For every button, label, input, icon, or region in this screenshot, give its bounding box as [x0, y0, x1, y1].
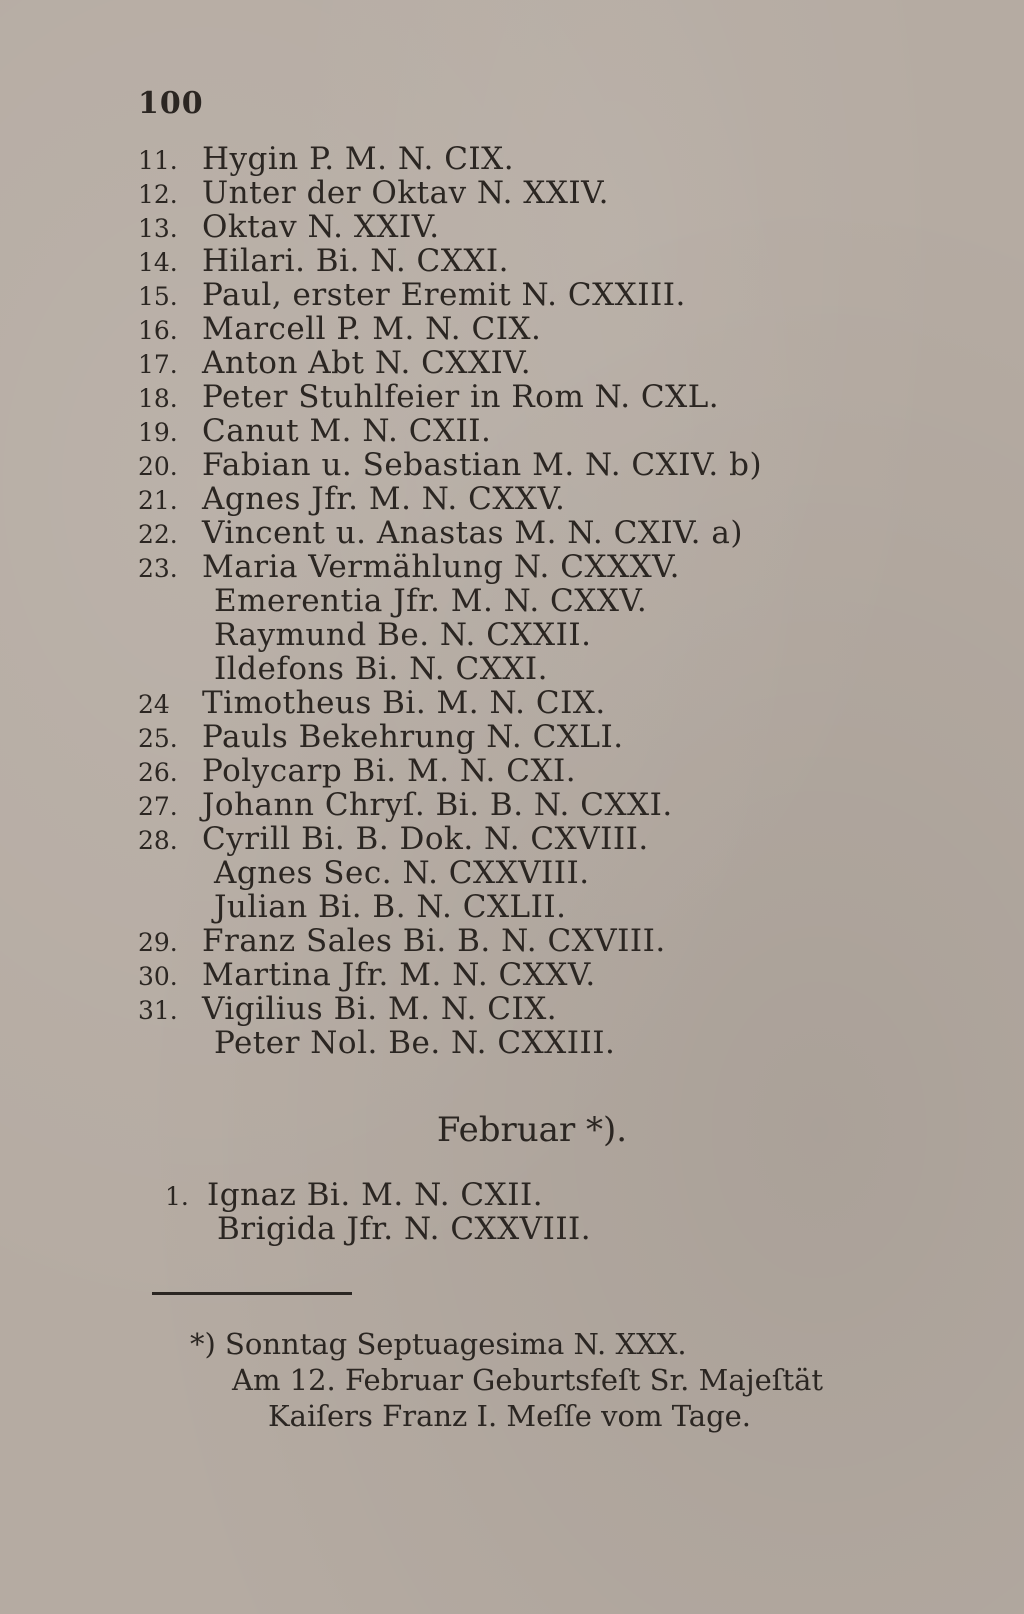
day-number: 17. — [138, 350, 178, 379]
day-number: 29. — [138, 928, 178, 957]
feast-text: Agnes Sec. N. CXXVIII. — [214, 855, 590, 891]
day-number: 24 — [138, 690, 170, 719]
day-number: 19. — [138, 418, 178, 447]
calendar-entry — [138, 754, 938, 788]
feast-text: Cyrill Bi. B. Dok. N. CXVIII. — [202, 821, 649, 857]
feast-text: Fabian u. Sebastian M. N. CXIV. b) — [202, 447, 763, 483]
feast-text: Martina Jfr. M. N. CXXV. — [202, 957, 596, 993]
day-number: 13. — [138, 214, 178, 243]
feast-text: Pauls Bekehrung N. CXLI. — [202, 719, 624, 755]
feast-text: Ignaz Bi. M. N. CXII. — [207, 1177, 544, 1213]
calendar-entry — [138, 686, 938, 720]
footnote — [190, 1326, 970, 1434]
calendar-entry — [165, 1178, 925, 1212]
calendar-entry — [138, 346, 938, 380]
calendar-entry-continuation — [138, 652, 938, 686]
day-number: 1. — [165, 1182, 189, 1211]
day-number: 27. — [138, 792, 178, 821]
calendar-entry — [138, 924, 938, 958]
day-number: 26. — [138, 758, 178, 787]
calendar-entry — [138, 312, 938, 346]
day-number: 18. — [138, 384, 178, 413]
feast-text: Franz Sales Bi. B. N. CXVIII. — [202, 923, 666, 959]
feast-text: Unter der Oktav N. XXIV. — [202, 175, 609, 211]
calendar-entry — [138, 788, 938, 822]
day-number: 15. — [138, 282, 178, 311]
feast-text: Johann Chryſ. Bi. B. N. CXXI. — [202, 787, 673, 823]
page-number: 100 — [138, 86, 204, 121]
calendar-entry — [138, 176, 938, 210]
footnote-line: Kaiſers Franz I. Meſſe vom Tage. — [268, 1399, 752, 1433]
calendar-entry-continuation — [138, 618, 938, 652]
calendar-entry — [138, 278, 938, 312]
calendar-entry — [138, 414, 938, 448]
feast-text: Peter Nol. Be. N. CXXIII. — [214, 1025, 616, 1061]
day-number: 21. — [138, 486, 178, 515]
calendar-entry — [138, 142, 938, 176]
calendar-entry-continuation — [138, 890, 938, 924]
calendar-entry-continuation — [165, 1212, 925, 1246]
calendar-entry-continuation — [138, 584, 938, 618]
calendar-entry — [138, 550, 938, 584]
feast-text: Vincent u. Anastas M. N. CXIV. a) — [202, 515, 743, 551]
calendar-entry — [138, 992, 938, 1026]
february-calendar-list — [165, 1178, 925, 1246]
feast-text: Brigida Jfr. N. CXXVIII. — [217, 1211, 592, 1247]
feast-text: Peter Stuhlfeier in Rom N. CXL. — [202, 379, 720, 415]
feast-text: Hygin P. M. N. CIX. — [202, 141, 515, 177]
footnote-line: Am 12. Februar Geburtsfeſt Sr. Majeſtät — [232, 1363, 824, 1397]
calendar-entry — [138, 720, 938, 754]
footnote-divider — [152, 1292, 352, 1295]
feast-text: Anton Abt N. CXXIV. — [202, 345, 532, 381]
feast-text: Oktav N. XXIV. — [202, 209, 440, 245]
day-number: 23. — [138, 554, 178, 583]
day-number: 12. — [138, 180, 178, 209]
january-calendar-list — [138, 142, 938, 1060]
calendar-entry — [138, 958, 938, 992]
feast-text: Maria Vermählung N. CXXXV. — [202, 549, 680, 585]
day-number: 25. — [138, 724, 178, 753]
feast-text: Canut M. N. CXII. — [202, 413, 492, 449]
calendar-entry — [138, 516, 938, 550]
calendar-entry — [138, 380, 938, 414]
feast-text: Agnes Jfr. M. N. CXXV. — [202, 481, 566, 517]
day-number: 22. — [138, 520, 178, 549]
feast-text: Paul, erster Eremit N. CXXIII. — [202, 277, 686, 313]
feast-text: Polycarp Bi. M. N. CXI. — [202, 753, 577, 789]
day-number: 14. — [138, 248, 178, 277]
calendar-entry — [138, 210, 938, 244]
calendar-entry-continuation — [138, 1026, 938, 1060]
calendar-entry-continuation — [138, 856, 938, 890]
day-number: 16. — [138, 316, 178, 345]
feast-text: Julian Bi. B. N. CXLII. — [214, 889, 567, 925]
day-number: 20. — [138, 452, 178, 481]
day-number: 11. — [138, 146, 178, 175]
day-number: 28. — [138, 826, 178, 855]
calendar-entry — [138, 482, 938, 516]
february-heading: Februar *). — [436, 1110, 628, 1150]
calendar-entry — [138, 448, 938, 482]
feast-text: Emerentia Jfr. M. N. CXXV. — [214, 583, 648, 619]
feast-text: Ildefons Bi. N. CXXI. — [214, 651, 548, 687]
feast-text: Timotheus Bi. M. N. CIX. — [202, 685, 606, 721]
feast-text: Vigilius Bi. M. N. CIX. — [202, 991, 558, 1027]
feast-text: Hilari. Bi. N. CXXI. — [202, 243, 509, 279]
feast-text: Raymund Be. N. CXXII. — [214, 617, 592, 653]
footnote-line: *) Sonntag Septuagesima N. XXX. — [190, 1327, 687, 1361]
feast-text: Marcell P. M. N. CIX. — [202, 311, 542, 347]
day-number: 30. — [138, 962, 178, 991]
calendar-entry — [138, 244, 938, 278]
calendar-entry — [138, 822, 938, 856]
day-number: 31. — [138, 996, 178, 1025]
